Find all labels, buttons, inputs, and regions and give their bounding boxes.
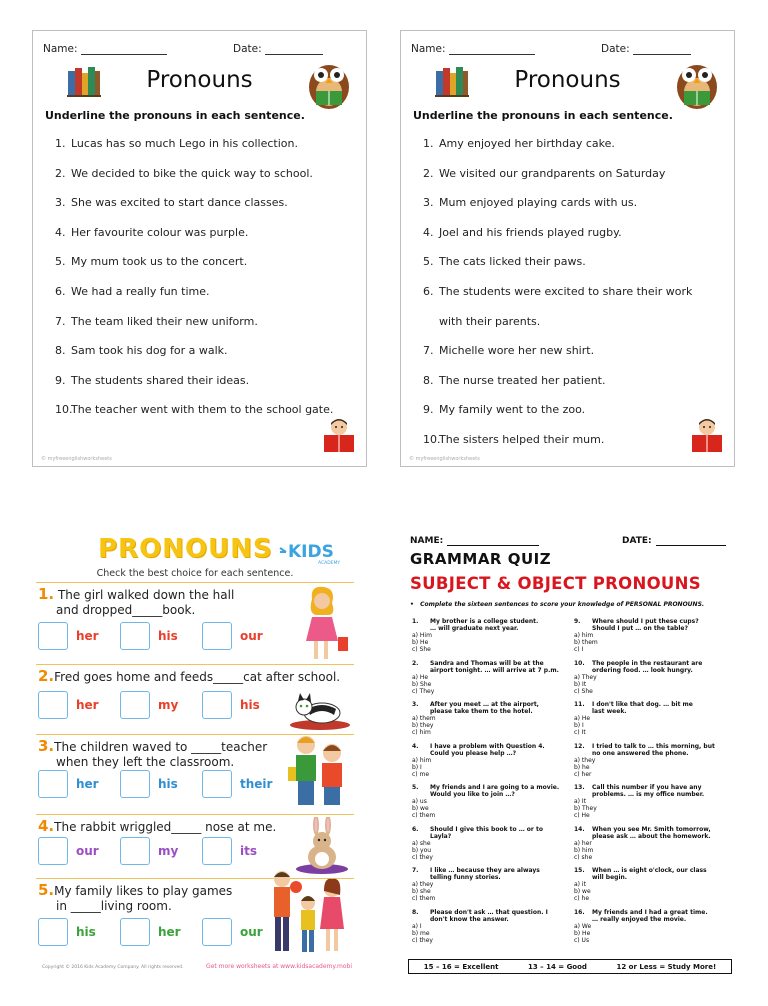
quiz-question: 4. I have a problem with Question 4. Could you please help …? a) him b) I c) me (412, 742, 545, 778)
quiz-instruction: • Complete the sixteen sentences to score your knowledge of PERSONAL PRONOUNS. (410, 601, 705, 608)
answer-checkbox[interactable] (202, 770, 232, 798)
quiz-question: 13. Call this number if you have any problems. … is my office number. a) It b) They c) He (574, 784, 705, 819)
pronouns-worksheet-2 (400, 30, 735, 467)
list-item: 7. The team liked their new uniform. (55, 314, 258, 328)
instruction-text: Underline the pronouns in each sentence. (45, 109, 305, 122)
question-2: 2.Fred goes home and feeds_____cat after school. her my his (36, 664, 354, 734)
quiz-question: 14. When you see Mr. Smith tomorrow, please ask … about the homework. a) her b) him c) she (574, 825, 711, 861)
list-item: 2. We visited our grandparents on Saturday (423, 166, 666, 180)
instruction-text: Underline the pronouns in each sentence. (413, 109, 673, 122)
list-item: 7. Michelle wore her new shirt. (423, 344, 595, 358)
svg-text:ACADEMY: ACADEMY (318, 561, 341, 566)
quiz-subtitle: SUBJECT & OBJECT PRONOUNS (410, 574, 701, 593)
sentence-list (55, 129, 356, 425)
score-study-more: 12 or Less = Study More! (616, 962, 717, 971)
list-item: 3. Mum enjoyed playing cards with us. (423, 196, 638, 210)
worksheet-subtitle: Check the best choice for each sentence. (96, 568, 294, 579)
answer-checkbox[interactable] (38, 770, 68, 798)
answer-checkbox[interactable] (120, 691, 150, 719)
name-label: Name: (43, 43, 78, 55)
pronouns-worksheet-1 (32, 30, 367, 467)
cat-illustration (288, 687, 352, 731)
owl-reading-icon (674, 59, 720, 111)
svg-text:KIDS: KIDS (288, 542, 334, 562)
quiz-question: 10. The people in the restaurant are ordering food. … look hungry. a) They b) It c) She (574, 659, 703, 695)
list-item: 1. Amy enjoyed her birthday cake. (423, 137, 615, 150)
name-label: Name: (411, 43, 446, 55)
list-item: 3. She was excited to start dance classes. (55, 196, 288, 210)
answer-checkbox[interactable] (38, 837, 68, 865)
answer-options: our my its (38, 837, 284, 865)
child-reading-icon (320, 416, 358, 454)
girl-illustration (300, 585, 352, 663)
quiz-title: GRAMMAR QUIZ (410, 550, 552, 568)
question-3: 3.The children waved to _____teacher when they left the classroom. her his their (36, 734, 354, 814)
quiz-question: 16. My friends and I had a great time. … really enjoyed the movie. a) We b) He c) Us (574, 908, 708, 944)
answer-checkbox[interactable] (202, 837, 232, 865)
score-good: 13 – 14 = Good (527, 962, 587, 971)
quiz-question: 9. Where should I put these cups? Should I put … on the table? a) him b) them c) I (574, 618, 699, 653)
list-item: 4. Her favourite colour was purple. (55, 225, 249, 239)
date-line (656, 537, 726, 546)
owl-reading-icon (306, 59, 352, 111)
answer-options: her my his (38, 691, 284, 719)
answer-options: her his their (38, 770, 284, 798)
list-item: 10. The sisters helped their mum. (423, 432, 605, 446)
list-item: 8. The nurse treated her patient. (423, 373, 606, 387)
answer-checkbox[interactable] (202, 918, 232, 946)
answer-checkbox[interactable] (38, 918, 68, 946)
list-item: 6. The students were excited to share their work (423, 284, 693, 298)
sentence-list (423, 129, 724, 455)
name-date-row (411, 39, 720, 59)
name-date-row (43, 39, 352, 59)
quiz-question: 7. I like … because they are always telling funny stories. a) they b) she c) them (412, 867, 540, 902)
score-excellent: 15 – 16 = Excellent (423, 962, 499, 971)
footer-credit: © myfreeenglishworksheets (41, 456, 112, 462)
kids-academy-logo (278, 540, 348, 566)
more-worksheets-link[interactable]: Get more worksheets at www.kidsacademy.mobi (206, 963, 352, 970)
worksheet-title: Pronouns (514, 67, 621, 93)
grammar-quiz-worksheet (404, 534, 734, 974)
children-waving-illustration (286, 727, 352, 813)
questions-column-right (574, 618, 732, 950)
answer-options: her his our (38, 622, 284, 650)
answer-checkbox[interactable] (120, 622, 150, 650)
list-item: with their parents. (439, 314, 541, 328)
quiz-question: 11. I don't like that dog. … bit me last week. a) He b) I c) It (574, 701, 693, 736)
questions-column-left (412, 618, 570, 950)
name-line (81, 45, 167, 55)
name-date-row (410, 536, 734, 546)
quiz-question: 8. Please don't ask … that question. I don't know the answer. a) I b) me c) they (412, 908, 548, 944)
list-item: 10. The teacher went with them to the school gate. (55, 403, 334, 417)
answer-checkbox[interactable] (120, 770, 150, 798)
quiz-question: 5. My friends and I are going to a movie. Would you like to join …? a) us b) we c) them (412, 784, 560, 819)
name-label: NAME: (410, 536, 444, 546)
worksheet-title: Pronouns (146, 67, 253, 93)
quiz-question: 3. After you meet … at the airport, please take them to the hotel. a) them b) they c) him (412, 701, 539, 736)
score-key (408, 959, 732, 974)
quiz-question: 2. Sandra and Thomas will be at the airport tonight. … will arrive at 7 p.m. a) He b) She c) They (412, 659, 559, 695)
quiz-question: 12. I tried to talk to … this morning, but no one answered the phone. a) they b) he c) her (574, 742, 715, 778)
quiz-question: 1. My brother is a college student. … will graduate next year. a) Him b) He c) She (412, 618, 539, 653)
answer-checkbox[interactable] (38, 622, 68, 650)
date-line (265, 45, 323, 55)
worksheet-title: PRONOUNS (98, 534, 273, 564)
list-item: 1. Lucas has so much Lego in his collection. (55, 137, 298, 150)
quiz-question: 15. When … is eight o'clock, our class will begin. a) it b) we c) he (574, 867, 707, 902)
list-item: 4. Joel and his friends played rugby. (423, 225, 622, 239)
question-1: 1. The girl walked down the hall and dropped_____book. her his our (36, 582, 354, 664)
list-item: 5. The cats licked their paws. (423, 255, 586, 269)
answer-checkbox[interactable] (202, 622, 232, 650)
question-4: 4.The rabbit wriggled_____ nose at me. our my its (36, 814, 354, 878)
date-label: Date: (233, 43, 262, 55)
list-item: 6. We had a really fun time. (55, 284, 210, 298)
family-playing-illustration (266, 867, 352, 959)
name-line (447, 537, 539, 546)
question-5: 5.My family likes to play games in _____living room. his her our (36, 878, 354, 960)
answer-checkbox[interactable] (202, 691, 232, 719)
quiz-question: 6. Should I give this book to … or to Layla? a) she b) you c) they (412, 825, 543, 861)
answer-checkbox[interactable] (120, 918, 150, 946)
list-item: 8. Sam took his dog for a walk. (55, 344, 228, 358)
list-item: 2. We decided to bike the quick way to school. (55, 166, 313, 180)
answer-checkbox[interactable] (120, 837, 150, 865)
answer-options: his her our (38, 918, 284, 946)
list-item: 9. My family went to the zoo. (423, 403, 586, 417)
date-line (633, 45, 691, 55)
child-reading-icon (688, 416, 726, 454)
footer-credit: © myfreeenglishworksheets (409, 456, 480, 462)
kids-academy-pronouns-worksheet (28, 530, 362, 970)
copyright-text: Copyright © 2016 Kids Academy Company. All rights reserved. (42, 965, 184, 970)
answer-checkbox[interactable] (38, 691, 68, 719)
name-line (449, 45, 535, 55)
list-item: 5. My mum took us to the concert. (55, 255, 248, 269)
date-label: Date: (601, 43, 630, 55)
date-label: DATE: (622, 536, 652, 546)
list-item: 9. The students shared their ideas. (55, 373, 250, 387)
